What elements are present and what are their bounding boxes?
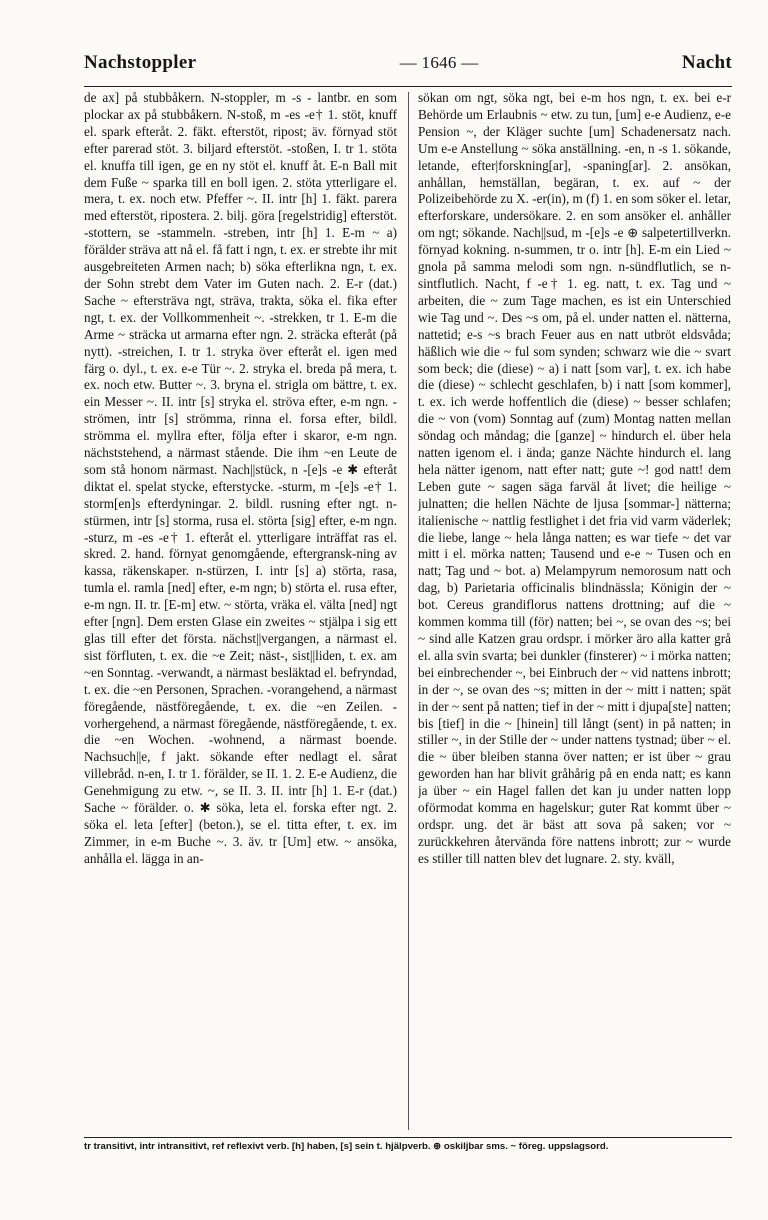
- right-column-text: sökan om ngt, söka ngt, bei e-m hos ngn, t. ex. bei e-r Behörde um Erlaubnis ~ etw. zu tun, [um] e-e Audienz, e-e Pension ~, der Kläger suchte [um] Schadenersatz nach. Um e-e Anstellung ~ söka anställning. -en, n -s 1. sökande, letande, efter|forskning[ar], -spaning[ar]. 2. ansökan, anhållan, hemställan, begäran, t. ex. auf ~ der Polizeibehörde zu X. -er(in), m (f) 1. en som söker el. letar, efterforskare, undersökare. 2. en som ansöker el. anhåller om ngt; sökande. Nach||sud, m -[e]s -e ⊕ salpetertillverkn. förnyad kokning. n-summen, tr o. intr [h]. E-m ein Lied ~ gnola på samma melodi som ngn. n-sündflutlich, se n-sintflutlich. Nacht, f -e† 1. eg. natt, t. ex. Tag und ~ arbeiten, die ~ zum Tage machen, es ist ein Unterschied wie Tag und ~. Des ~s om, på el. under natten el. nätterna, nattetid; e-s ~s brach Feuer aus en natt utbröt eldsvåda; häßlich wie die ~ ful som synden; schwarz wie die ~ svart som beck; die (diese) ~ a) i natt [som var], t. ex. ich habe die (diese) ~ schlecht geschlafen, b) i natt [som kommer], t. ex. ich werde hoffentlich die (diese) ~ besser schlafen; die ~ von (vom) Sonntag auf (zum) Montag natten mellan söndag och måndag; die [ganze] ~ hindurch el. über hela natten igenom el. i ända; ganze Nächte hindurch el. lang hela nätter igenom, natt efter natt; gute ~! god natt! dem Leben gute ~ sagen säga farväl åt livet; die heilige ~ julnatten; die hellen Nächte de ljusa [sommar-] nätterna; italienische ~ nattlig festlighet i det fria vid varm väderlek; die liebe, lange ~ hela långa natten; es war tiefe ~ det var mitt i el. mörka natten; Tausend und e-e ~ Tusen och en natt; Tag und ~ bot. a) Melampyrum nemorosum natt och dag, b) Parietaria officinalis blindnässla; Königin der ~ bot. Cereus grandiflorus nattens drottning; auf die ~ kommen komma till (för) natten; bei ~, se ovan des ~s; bei ~ sind alle Katzen grau ordspr. i mörker äro alla katter grå el. alla svin svarta; bei dunkler (finsterer) ~ i mörka natten; bei einbrechender ~, bei Einbruch der ~ vid nattens inbrott; in der ~, se ovan des ~s; mitten in der ~ mitt i natten; spät in der ~ sent på natten; tief in der ~ mitt i djupa[ste] natten; bis [tief] in die ~ [hinein] till långt (sent) in på natten; in stiller ~, in der Stille der ~ under nattens tystnad; über ~ el. die ~ über bleiben stanna över natten; er ist über ~ grau geworden han har blivit gråhårig på en enda natt; es kann ja über ~ ein Hagel fallen det kan ju under natten lopp oförmodat komma en hagelskur; guter Rat kommt über ~ ordspr. ung. det är bäst att sova på saken; vor ~ zurückkehren återvända före nattens inbrott; zur ~ wurde es stiller till natten blev det lugnare. 2. sty. kväll,: [418, 90, 731, 866]
- left-column-text: de ax] på stubbåkern. N-stoppler, m -s - lantbr. en som plockar ax på stubbåkern. N-stoß, m -es -e† 1. stöt, knuff el. spark efteråt. 2. fäkt. efterstöt, ripost; äv. förnyad stöt efter parerad stöt. 3. biljard efterstöt. -stoßen, I. tr 1. stöta el. knuffa till igen, ge en ny stöt el. knuff åt. E-n Ball mit dem Fuße ~ sparka till en boll igen. 2. stöta ytterligare el. mera, t. ex. noch etw. Pfeffer ~. II. intr [h] 1. fäkt. parera med efterstöt, ripostera. 2. bilj. göra [regelstridig] efterstöt. -stottern, se -stammeln. -streben, intr [h] 1. E-m ~ a) förälder sträva att nå el. få fatt i ngn, t. ex. er strebte ihr mit ausgebreiteten Armen nach; b) söka efterlikna ngn, t. ex. der Sohn strebt dem Vater im Guten nach. 2. E-r (dat.) Sache ~ eftersträva ngt, sträva, trakta, söka el. fika efter ngt, t. ex. der Vollkommenheit ~. -strekken, tr 1. E-m die Arme ~ sträcka ut armarna efter ngn. 2. sträcka efteråt (på nytt). -streichen, I. tr 1. stryka över efteråt el. igen med färg o. dyl., t. ex. e-e Tür ~. 2. stryka el. breda på mera, t. ex. noch etw. Butter ~. 3. bryna el. strigla om bättre, t. ex. ein Messer ~. II. intr [s] stryka el. ströva efter, e-m ngn. -strömen, intr [s] strömma, rinna el. forsa efter, bildl. strömma el. myllra efter, följa efter i skaror, e-m ngn. nächststehend, a närmast stående. Die ihm ~en Leute de som stå honom närmast. Nach||stück, n -[e]s -e ✱ efteråt diktat el. spelat stycke, efterstycke. -sturm, m -[e]s -e† 1. storm[en]s efterdyningar. 2. bildl. rusning efter ngt. n-stürmen, intr [s] storma, rusa el. störta [sig] efter, e-m ngn. -sturz, m -es -e† 1. efteråt el. ytterligare inträffat ras el. skred. 2. hand. förnyat genomgående, eftergransk-ning av kassa, räkenskaper. n-stürzen, I. intr [s] a) störta, rasa, tumla el. ramla [ned] efter, e-m ngn; b) störta el. rusa efter, e-m ngn. II. tr. [E-m] etw. ~ störta, vräka el. välta [ned] ngt efter [ngn]. Dem ersten Glase ein zweites ~ stjälpa i sig ett glas till efter det första. nächst||vergangen, a närmast el. sist förfluten, t. ex. die ~e Zeit; näst-, sist||liden, t. ex. am ~en Sonntag. -verwandt, a närmast besläktad el. befryndad, t. ex. die ~en Personen, Sprachen. -vorangehend, a närmast föregående, nästföregående, t. ex. die ~en Zeilen. -vorhergehend, a närmast föregående, nästföregående, t. ex. die ~en Wochen. -wohnend, a närmast boende. Nachsuch||e, f jakt. sökande efter nedlagt el. sårat villebråd. n-en, I. tr 1. förälder, se II. 1. 2. E-e Audienz, die Genehmigung zu etw. ~, se II. 3. II. intr [h] 1. E-r (dat.) Sache ~ förälder. o. ✱ söka, leta el. forska efter ngt. 2. söka el. leta [efter] (beton.), se el. titta efter, t. ex. im Zimmer, in e-m Buche ~. 3. äv. tr [Um] etw. ~ ansöka, anhålla el. lägga in an-: [84, 90, 397, 866]
- abbreviation-legend: tr transitivt, intr intransitivt, ref reflexivt verb. [h] haben, [s] sein t. hjälpverb. ⊕ oskiljbar sms. ~ föreg. uppslagsord.: [84, 1141, 609, 1152]
- column-divider: [408, 92, 409, 1130]
- header-right-word: Nacht: [681, 52, 732, 73]
- right-column: [418, 90, 731, 1130]
- page-header: [84, 46, 732, 80]
- header-left-word: Nachstoppler: [84, 52, 197, 73]
- page-number: — 1646 —: [399, 53, 479, 72]
- left-column: [84, 90, 397, 1130]
- header-rule: [84, 86, 732, 87]
- footer-rule: [84, 1137, 732, 1138]
